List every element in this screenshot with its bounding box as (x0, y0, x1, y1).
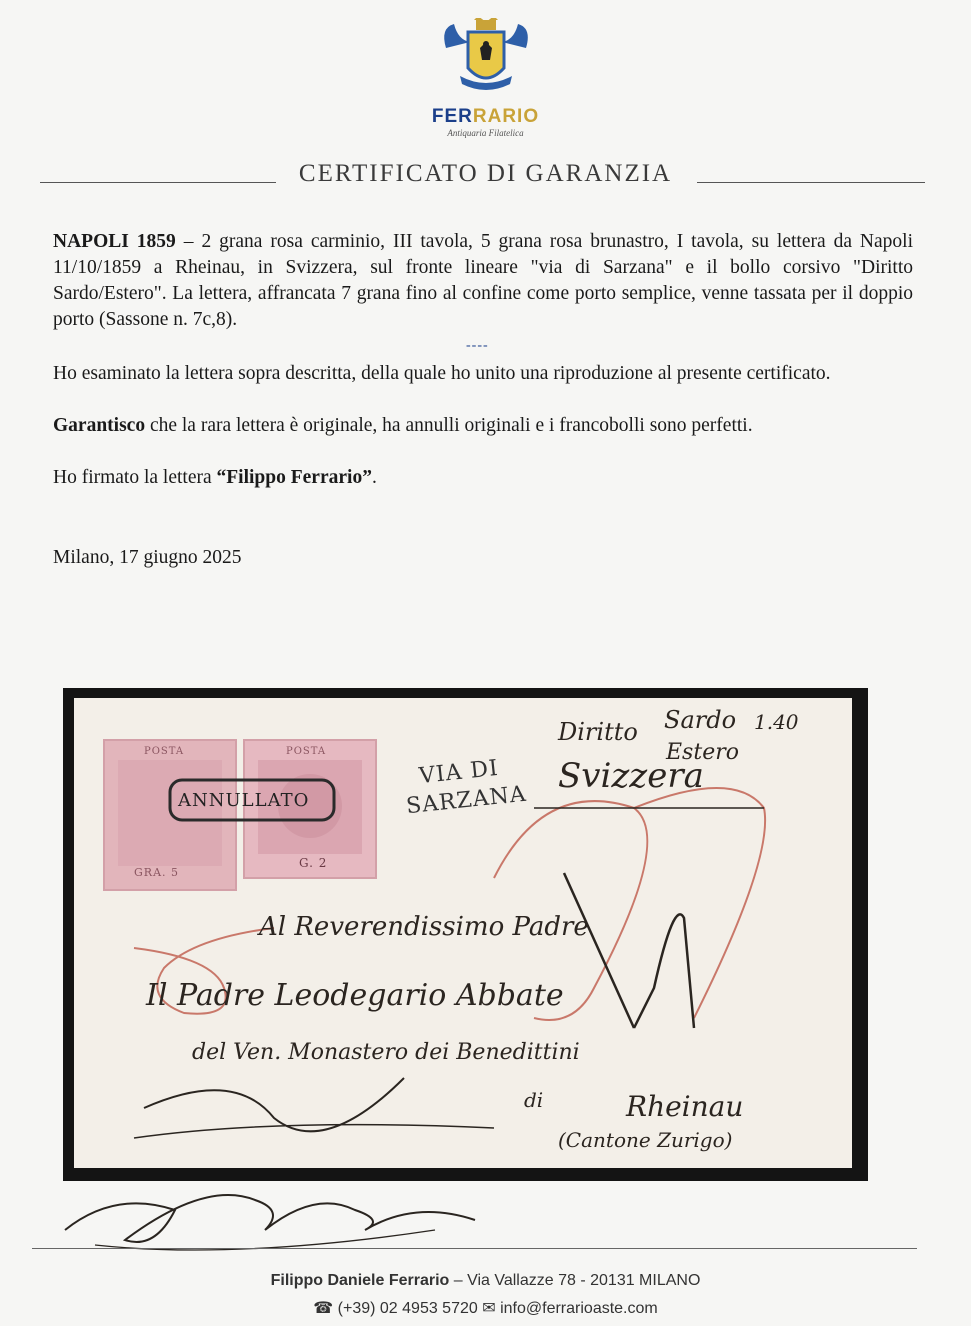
stamp-right-bottom: G. 2 (299, 856, 328, 870)
sardo-text: Sardo (664, 706, 737, 734)
linear-via-di: VIA DI (417, 755, 500, 790)
address-line-4: di (524, 1088, 544, 1112)
stamp-left-top: POSTA (144, 746, 185, 757)
footer-contact-line (0, 1298, 971, 1318)
stamp-right-top: POSTA (286, 746, 327, 757)
phone-icon: ☎ (313, 1300, 334, 1317)
guarantee-paragraph (53, 413, 913, 439)
separator: ---- (466, 338, 489, 353)
footer-email: info@ferrarioaste.com (500, 1300, 658, 1317)
estero-text: Estero (666, 740, 739, 765)
diritto-text: Diritto (558, 718, 638, 746)
footer-rule (32, 1248, 917, 1249)
signed-name: “Filippo Ferrario” (216, 467, 372, 488)
svizzera-text: Svizzera (558, 756, 704, 796)
certificate-title: CERTIFICATO DI GARANZIA (298, 160, 673, 187)
title-rule-left (40, 182, 276, 183)
footer-address: – Via Vallazze 78 - 20131 MILANO (449, 1272, 701, 1289)
place-date: Milano, 17 giugno 2025 (53, 547, 242, 568)
signed-line: Ho firmato la lettera “Filippo Ferrario”. (53, 467, 377, 488)
description-paragraph (53, 229, 913, 333)
address-line-3: del Ven. Monastero dei Benedittini (192, 1040, 580, 1065)
footer-name-line (0, 1272, 971, 1290)
title-rule-right (697, 182, 925, 183)
letter-image (74, 698, 852, 1168)
address-line-1: Al Reverendissimo Padre (259, 912, 589, 942)
description-text: – 2 grana rosa carminio, III tavola, 5 grana rosa brunastro, I tavola, su lettera da Napoli 11/10/1859 a Rheinau, in Svizzera, sul fronte lineare "via di Sarzana" e il bollo corsivo "Diritto Sardo/Estero". La lettera, affrancata 7 grana fino al confine come porto semplice, venne tassata per il doppio porto (Sassone n. 7c,8). (53, 231, 913, 330)
rate-text: 1.40 (754, 710, 799, 734)
mail-icon: ✉ (482, 1300, 496, 1317)
footer-phone: (+39) 02 4953 5720 (337, 1300, 478, 1317)
linear-sarzana: SARZANA (405, 781, 528, 820)
cancel-annullato: ANNULLATO (178, 790, 310, 811)
address-line-2: Il Padre Leodegario Abbate (146, 978, 564, 1013)
brand-name: FERRARIO (431, 106, 540, 127)
examined-paragraph: Ho esaminato la lettera sopra descritta, della quale ho unito una riproduzione al presente certificato. (53, 363, 831, 384)
signature-image (55, 1150, 495, 1260)
footer-name: Filippo Daniele Ferrario (270, 1272, 450, 1289)
crest-logo (440, 18, 532, 100)
stamp-left-bottom: GRA. 5 (134, 866, 180, 879)
guarantee-text: che la rara lettera è originale, ha annulli originali e i francobolli sono perfetti. (145, 415, 753, 436)
guarantee-lead: Garantisco (53, 415, 146, 436)
address-line-6: (Cantone Zurigo) (558, 1128, 733, 1152)
address-line-5: Rheinau (626, 1090, 744, 1123)
brand-tagline: Antiquaria Filatelica (447, 128, 524, 138)
description-lead: NAPOLI 1859 (53, 231, 176, 252)
